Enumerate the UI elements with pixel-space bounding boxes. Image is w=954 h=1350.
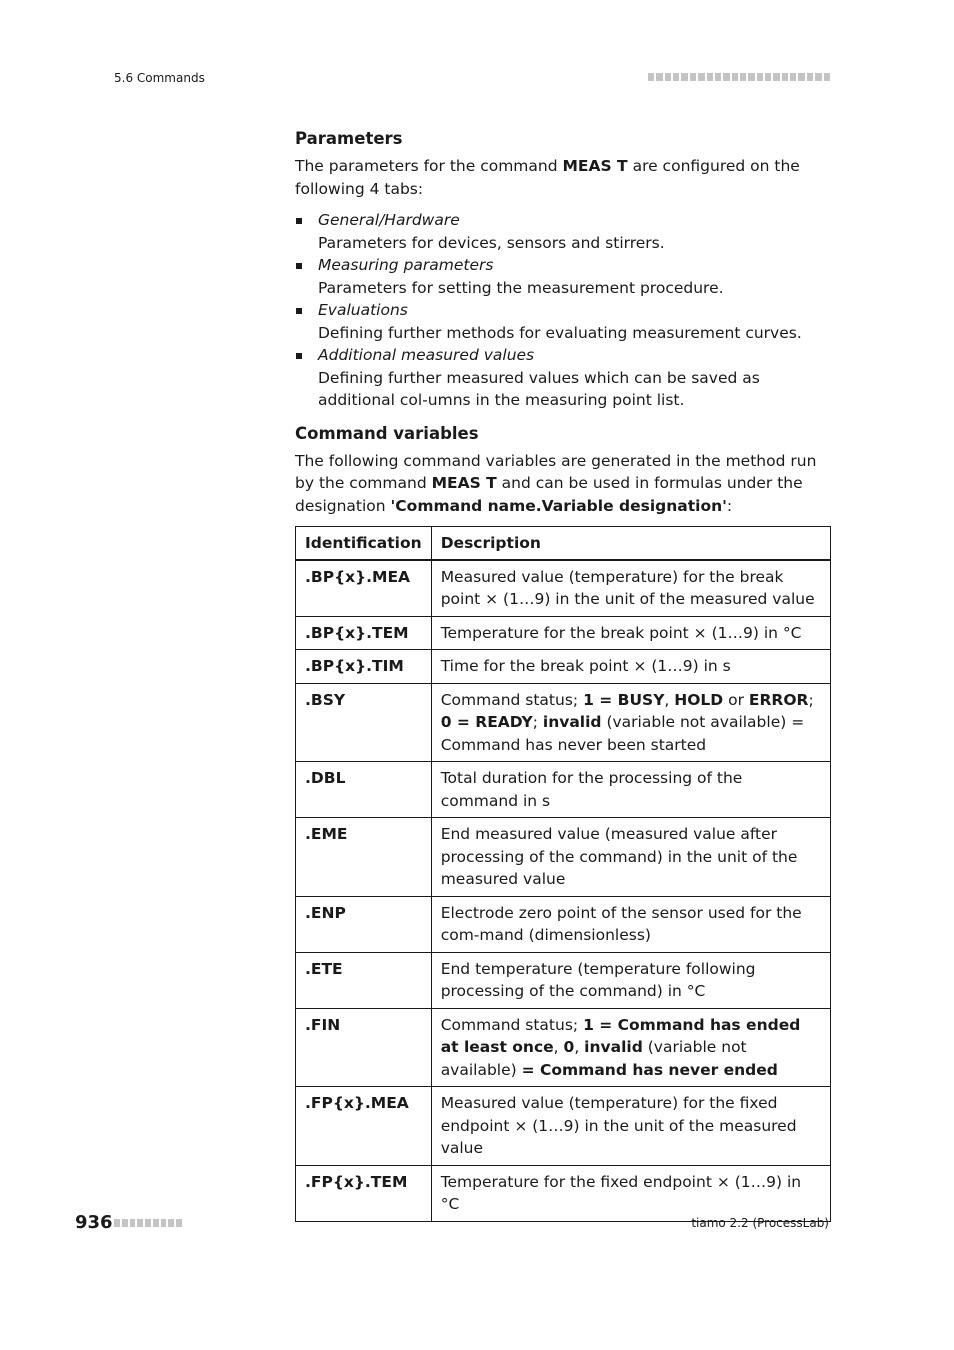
tab-description: Defining further methods for evaluating measurement curves.	[318, 323, 802, 342]
parameters-heading: Parameters	[295, 129, 403, 148]
variable-id: .EME	[296, 818, 432, 897]
tab-description: Parameters for setting the measurement procedure.	[318, 278, 724, 297]
column-header-description: Description	[431, 527, 830, 560]
variable-id: .FIN	[296, 1008, 432, 1087]
variable-description: Temperature for the break point × (1…9) in °C	[431, 616, 830, 650]
parameters-intro: The parameters for the command MEAS T are configured on the following 4 tabs:	[295, 157, 800, 198]
table-header-row	[296, 527, 831, 560]
footer-dot-rule	[114, 1219, 182, 1227]
column-header-identification: Identification	[296, 527, 432, 560]
variable-description: Time for the break point × (1…9) in s	[431, 650, 830, 684]
command-variables-table	[295, 526, 831, 1222]
variable-id: .FP{x}.TEM	[296, 1165, 432, 1221]
table-row	[296, 1087, 831, 1166]
table-row	[296, 818, 831, 897]
variable-id: .DBL	[296, 762, 432, 818]
variable-description: Measured value (temperature) for the fixed endpoint × (1…9) in the unit of the measured value	[431, 1087, 830, 1166]
variable-description: End temperature (temperature following processing of the command) in °C	[431, 952, 830, 1008]
command-variables-intro: The following command variables are generated in the method run by the command MEAS T and can be used in formulas under the designation 'Command name.Variable designation':	[295, 451, 817, 515]
variable-id: .ETE	[296, 952, 432, 1008]
variable-description: Measured value (temperature) for the break point × (1…9) in the unit of the measured value	[431, 560, 830, 617]
table-row	[296, 683, 831, 762]
tabs-list	[295, 209, 830, 412]
tab-term: Additional measured values	[318, 346, 535, 364]
variable-id: .ENP	[296, 896, 432, 952]
tab-description: Parameters for devices, sensors and stirrers.	[318, 233, 665, 252]
header-dot-rule	[648, 73, 830, 81]
variable-description: Electrode zero point of the sensor used for the com-mand (dimensionless)	[431, 896, 830, 952]
variable-id: .BP{x}.MEA	[296, 560, 432, 617]
table-row	[296, 1165, 831, 1221]
table-row	[296, 560, 831, 617]
running-header-section: 5.6 Commands	[114, 71, 205, 85]
tab-term: Evaluations	[318, 301, 408, 319]
table-row	[296, 650, 831, 684]
variable-description: Temperature for the fixed endpoint × (1…9) in °C	[431, 1165, 830, 1221]
variable-id: .FP{x}.MEA	[296, 1087, 432, 1166]
page-body	[295, 128, 830, 1222]
table-row	[296, 762, 831, 818]
table-row	[296, 896, 831, 952]
variable-id: .BP{x}.TIM	[296, 650, 432, 684]
list-item	[295, 344, 830, 412]
list-item	[295, 254, 830, 299]
list-item	[295, 209, 830, 254]
page-number: 936	[75, 1212, 113, 1233]
table-row	[296, 616, 831, 650]
variable-description: End measured value (measured value after processing of the command) in the unit of the measured value	[431, 818, 830, 897]
variable-description: Command status; 1 = BUSY, HOLD or ERROR; 0 = READY; invalid (variable not available) = Command has never been started	[431, 683, 830, 762]
table-row	[296, 1008, 831, 1087]
tab-term: General/Hardware	[318, 211, 460, 229]
tab-term: Measuring parameters	[318, 256, 494, 274]
variable-description: Command status; 1 = Command has ended at least once, 0, invalid (variable not available) = Command has never ended	[431, 1008, 830, 1087]
table-row	[296, 952, 831, 1008]
list-item	[295, 299, 830, 344]
variable-id: .BSY	[296, 683, 432, 762]
variable-description: Total duration for the processing of the command in s	[431, 762, 830, 818]
tab-description: Defining further measured values which can be saved as additional col-umns in the measuring point list.	[318, 368, 760, 409]
command-variables-heading: Command variables	[295, 423, 479, 443]
product-name: tiamo 2.2 (ProcessLab)	[691, 1216, 829, 1230]
variable-id: .BP{x}.TEM	[296, 616, 432, 650]
